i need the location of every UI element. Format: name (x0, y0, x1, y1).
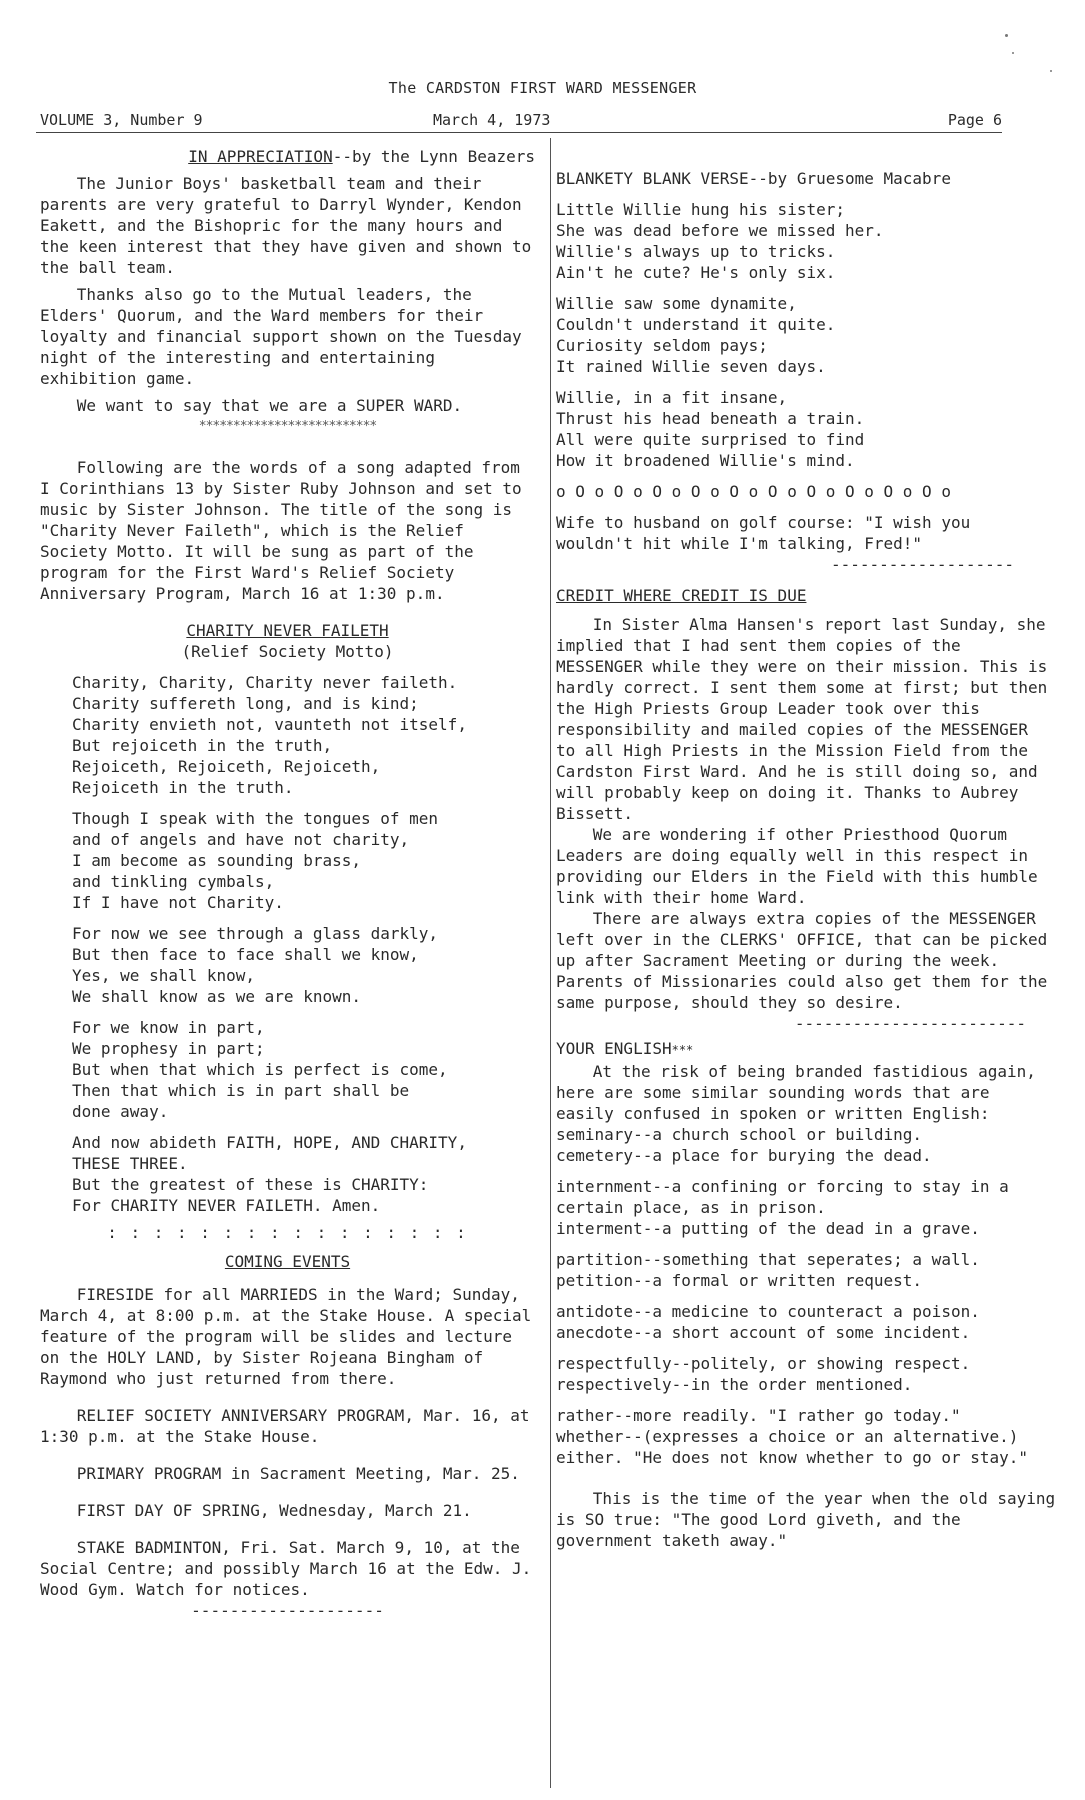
poem-stanza (556, 199, 1056, 283)
event-item: RELIEF SOCIETY ANNIVERSARY PROGRAM, Mar. 16, at 1:30 p.m. at the Stake House. (40, 1406, 530, 1446)
song-line: But the greatest of these is CHARITY: (72, 1175, 429, 1194)
appreciation-para-2: Thanks also go to the Mutual leaders, the Elders' Quorum, and the Ward members for their loyalty and financial support shown on the Tuesday night of the interesting and entertaining exhibition game. (40, 285, 522, 388)
english-title: YOUR ENGLISH (556, 1039, 672, 1058)
appreciation-byline: --by the Lynn Beazers (332, 147, 535, 166)
poem-line: Thrust his head beneath a train. (556, 409, 865, 428)
golf-joke: Wife to husband on golf course: "I wish you wouldn't hit while I'm talking, Fred!" (556, 513, 971, 553)
english-intro: At the risk of being branded fastidious again, here are some similar sounding words that are easily confused in spoken or written English: (556, 1062, 1036, 1123)
scan-speck (1012, 52, 1014, 54)
appreciation-divider: ************************** (198, 419, 377, 434)
poem-stanza (556, 387, 1056, 471)
song-line: and tinkling cymbals, (72, 872, 275, 891)
song-line: Rejoiceth in the truth. (72, 778, 294, 797)
song-title: CHARITY NEVER FAILETH (186, 621, 389, 640)
column-divider (550, 138, 551, 1788)
song-stanza (72, 808, 535, 913)
event-item: FIRST DAY OF SPRING, Wednesday, March 21. (76, 1501, 472, 1520)
page-number: Page 6 (947, 111, 1002, 129)
song-line: We prophesy in part; (72, 1039, 265, 1058)
spacer (40, 610, 535, 620)
credit-end-rule: ------------------------ (794, 1014, 1026, 1033)
poem-line: How it broadened Willie's mind. (556, 451, 855, 470)
blank-verse-heading (556, 168, 1056, 189)
spacer (556, 1478, 1056, 1488)
word-definition: petition--a formal or written request. (556, 1271, 923, 1290)
left-column (40, 146, 535, 1631)
credit-title: CREDIT WHERE CREDIT IS DUE (556, 586, 807, 605)
song-line: Charity suffereth long, and is kind; (72, 694, 419, 713)
song-line: Then that which is in part shall be (72, 1081, 410, 1100)
song-line: For CHARITY NEVER FAILETH. Amen. (72, 1196, 381, 1215)
appreciation-para-3: We want to say that we are a SUPER WARD. (76, 396, 463, 415)
word-definition: partition--something that seperates; a wall. (556, 1250, 980, 1269)
appreciation-heading (40, 146, 535, 167)
credit-para-2: We are wondering if other Priesthood Quorum Leaders are doing equally well in this respect in providing our Elders in the Field with this humble link with their home Ward. (556, 825, 1038, 907)
header-rule (36, 132, 1002, 133)
song-line: If I have not Charity. (72, 893, 284, 912)
song-line: We shall know as we are known. (72, 987, 361, 1006)
scan-speck (1050, 70, 1052, 72)
blank-verse-title: BLANKETY BLANK VERSE (556, 169, 749, 188)
issue-meta (40, 110, 1002, 130)
volume-number: VOLUME 3, Number 9 (40, 111, 203, 129)
event-item: FIRESIDE for all MARRIEDS in the Ward; Sunday, March 4, at 8:00 p.m. at the Stake House. A special feature of the program will be slides and lecture on the HOLY LAND, by Sister Rojeana Bingham of Raymond who just returned from there. (40, 1285, 532, 1388)
song-line: But then face to face shall we know, (72, 945, 419, 964)
event-item: STAKE BADMINTON, Fri. Sat. March 9, 10, at the Social Centre; and possibly March 16 at the Edw. J. Wood Gym. Watch for notices. (40, 1538, 532, 1599)
poem-stanza (556, 293, 1056, 377)
right-column (556, 146, 1056, 1557)
song-stanza (72, 1132, 535, 1216)
poem-line: Willie saw some dynamite, (556, 294, 797, 313)
song-subtitle: (Relief Society Motto) (181, 642, 394, 661)
song-line: Charity, Charity, Charity never faileth. (72, 673, 458, 692)
appreciation-title: IN APPRECIATION (188, 147, 333, 166)
song-line: For now we see through a glass darkly, (72, 924, 439, 943)
word-definition: rather--more readily. "I rather go today." (556, 1406, 961, 1425)
poem-line: Willie's always up to tricks. (556, 242, 836, 261)
appreciation-para-1: The Junior Boys' basketball team and their parents are very grateful to Darryl Wynder, Kendon Eakett, and the Bishopric for the many hours and the keen interest that they have given and shown to the ball team. (40, 174, 532, 277)
spacer (40, 1527, 535, 1537)
poem-line: She was dead before we missed her. (556, 221, 884, 240)
coming-events-title: COMING EVENTS (224, 1252, 351, 1271)
poem-line: Little Willie hung his sister; (556, 200, 845, 219)
song-stanza (72, 923, 535, 1007)
poem-line: It rained Willie seven days. (556, 357, 826, 376)
event-item: PRIMARY PROGRAM in Sacrament Meeting, Mar. 25. (76, 1464, 520, 1483)
spacer (40, 1490, 535, 1500)
song-line: But rejoiceth in the truth, (72, 736, 333, 755)
word-pair (556, 1405, 1056, 1468)
spacer (40, 1395, 535, 1405)
poem-line: All were quite surprised to find (556, 430, 865, 449)
masthead: The CARDSTON FIRST WARD MESSENGER (388, 79, 697, 97)
song-line: But when that which is perfect is come, (72, 1060, 448, 1079)
word-definition: whether--(expresses a choice or an alternative.) either. "He does not know whether to go or stay." (556, 1427, 1029, 1467)
song-stanza (72, 1017, 535, 1122)
events-end-rule: -------------------- (191, 1601, 384, 1620)
song-line: done away. (72, 1102, 169, 1121)
word-pair (556, 1353, 1056, 1395)
credit-para-1: In Sister Alma Hansen's report last Sunday, she implied that I had sent them copies of the MESSENGER while they were on their mission. This is hardly correct. I sent them some at first; but then the High Priests Group Leader took over this responsibility and mailed copies of the MESSENGER to all High Priests in the Mission Field from the Cardston First Ward. And he is still doing so, and will probably keep on doing it. Thanks to Aubrey Bissett. (556, 615, 1048, 823)
song-line: and of angels and have not charity, (72, 830, 410, 849)
word-pair (556, 1124, 1056, 1166)
word-pair (556, 1301, 1056, 1343)
song-stanza (72, 672, 535, 798)
song-line: Though I speak with the tongues of men (72, 809, 439, 828)
verse-end-rule: ------------------- (830, 555, 1014, 574)
word-definition: respectfully--politely, or showing respect. (556, 1354, 971, 1373)
song-divider: : : : : : : : : : : : : : : : : (107, 1223, 468, 1242)
word-definition: interment--a putting of the dead in a grave. (556, 1219, 980, 1238)
credit-para-3: There are always extra copies of the MESSENGER left over in the CLERKS' OFFICE, that can be picked up after Sacrament Meeting or during the week. Parents of Missionaries could also get them for the same purpose, should they so desire. (556, 909, 1048, 1012)
song-line: Charity envieth not, vaunteth not itself, (72, 715, 467, 734)
poem-line: Willie, in a fit insane, (556, 388, 788, 407)
blank-verse-byline: --by Gruesome Macabre (748, 169, 951, 188)
poem-line: Couldn't understand it quite. (556, 315, 836, 334)
scan-speck (1005, 34, 1008, 37)
song-line: Rejoiceth, Rejoiceth, Rejoiceth, (72, 757, 381, 776)
word-definition: antidote--a medicine to counteract a poison. (556, 1302, 980, 1321)
english-heading (556, 1038, 1056, 1061)
word-definition: cemetery--a place for burying the dead. (556, 1146, 932, 1165)
poem-line: Ain't he cute? He's only six. (556, 263, 836, 282)
poem-line: Curiosity seldom pays; (556, 336, 768, 355)
song-line: Yes, we shall know, (72, 966, 256, 985)
song-line: For we know in part, (72, 1018, 265, 1037)
issue-date: March 4, 1973 (433, 111, 551, 129)
song-line: I am become as sounding brass, (72, 851, 361, 870)
word-pair (556, 1249, 1056, 1291)
spacer (40, 447, 535, 457)
word-definition: seminary--a church school or building. (556, 1125, 923, 1144)
song-line: THESE THREE. (72, 1154, 188, 1173)
ornament-divider: o O o O o O o O o O o O o O o O o O o O o (556, 482, 951, 501)
word-definition: respectively--in the order mentioned. (556, 1375, 913, 1394)
word-pair (556, 1176, 1056, 1239)
word-definition: internment--a confining or forcing to stay in a certain place, as in prison. (556, 1177, 1009, 1217)
english-title-mark: *** (671, 1043, 694, 1057)
english-closing: This is the time of the year when the old saying is SO true: "The good Lord giveth, and the government taketh away." (556, 1489, 1056, 1550)
song-line: And now abideth FAITH, HOPE, AND CHARITY, (72, 1133, 467, 1152)
song-intro: Following are the words of a song adapted from I Corinthians 13 by Sister Ruby Johnson and set to music by Sister Johnson. The title of the song is "Charity Never Faileth", which is the Relief Society Motto. It will be sung as part of the program for the First Ward's Relief Society Anniversary Program, March 16 at 1:30 p.m. (40, 458, 522, 603)
word-definition: anecdote--a short account of some incident. (556, 1323, 971, 1342)
spacer (40, 1453, 535, 1463)
